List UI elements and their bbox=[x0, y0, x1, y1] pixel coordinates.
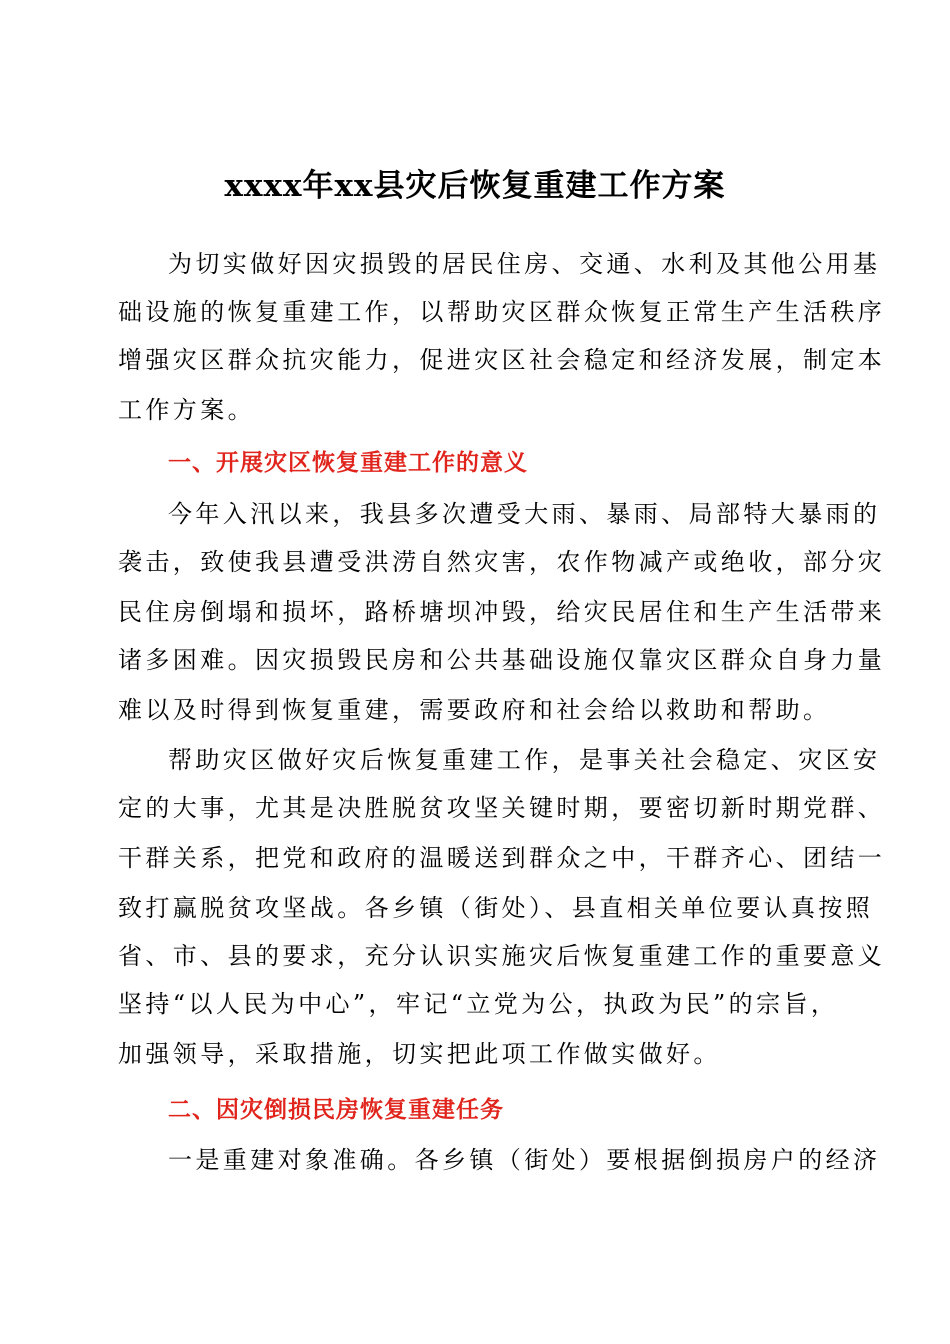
section-2-para-1-line-1: 一是重建对象准确。各乡镇（街处）要根据倒损房户的经济 bbox=[168, 1146, 881, 1174]
section-1-para-1-line-5: 难以及时得到恢复重建，需要政府和社会给以救助和帮助。 bbox=[118, 696, 831, 724]
section-1-para-2-line-2: 定的大事，尤其是决胜脱贫攻坚关键时期，要密切新时期党群、 bbox=[118, 794, 886, 822]
section-1-para-2-line-1: 帮助灾区做好灾后恢复重建工作，是事关社会稳定、灾区安 bbox=[168, 746, 881, 774]
document-title: xxxx年xx县灾后恢复重建工作方案 bbox=[224, 168, 726, 204]
intro-line-2: 础设施的恢复重建工作，以帮助灾区群众恢复正常生产生活秩序 bbox=[118, 298, 886, 326]
intro-line-4: 工作方案。 bbox=[118, 396, 255, 424]
section-1-para-1-line-3: 民住房倒塌和损坏，路桥塘坝冲毁，给灾民居住和生产生活带来 bbox=[118, 598, 886, 626]
intro-line-3: 增强灾区群众抗灾能力，促进灾区社会稳定和经济发展，制定本 bbox=[118, 346, 886, 374]
section-1-para-1-line-4: 诸多困难。因灾损毁民房和公共基础设施仅靠灾区群众自身力量 bbox=[118, 646, 886, 674]
section-1-para-2-line-7: 加强领导，采取措施，切实把此项工作做实做好。 bbox=[118, 1040, 721, 1068]
section-2-heading: 二、因灾倒损民房恢复重建任务 bbox=[168, 1097, 504, 1123]
section-1-heading: 一、开展灾区恢复重建工作的意义 bbox=[168, 450, 528, 476]
intro-line-1: 为切实做好因灾损毁的居民住房、交通、水利及其他公用基 bbox=[168, 250, 881, 278]
section-1-para-1-line-2: 袭击，致使我县遭受洪涝自然灾害，农作物减产或绝收，部分灾 bbox=[118, 548, 886, 576]
section-1-para-2-line-3: 干群关系，把党和政府的温暖送到群众之中，干群齐心、团结一 bbox=[118, 844, 886, 872]
section-1-para-2-line-6: 坚持“以人民为中心”，牢记“立党为公，执政为民”的宗旨， bbox=[118, 990, 839, 1018]
section-1-para-2-line-4: 致打赢脱贫攻坚战。各乡镇（街处）、县直相关单位要认真按照 bbox=[118, 894, 874, 922]
section-1-para-2-line-5: 省、市、县的要求，充分认识实施灾后恢复重建工作的重要意义 bbox=[118, 942, 886, 970]
section-1-para-1-line-1: 今年入汛以来，我县多次遭受大雨、暴雨、局部特大暴雨的 bbox=[168, 500, 881, 528]
